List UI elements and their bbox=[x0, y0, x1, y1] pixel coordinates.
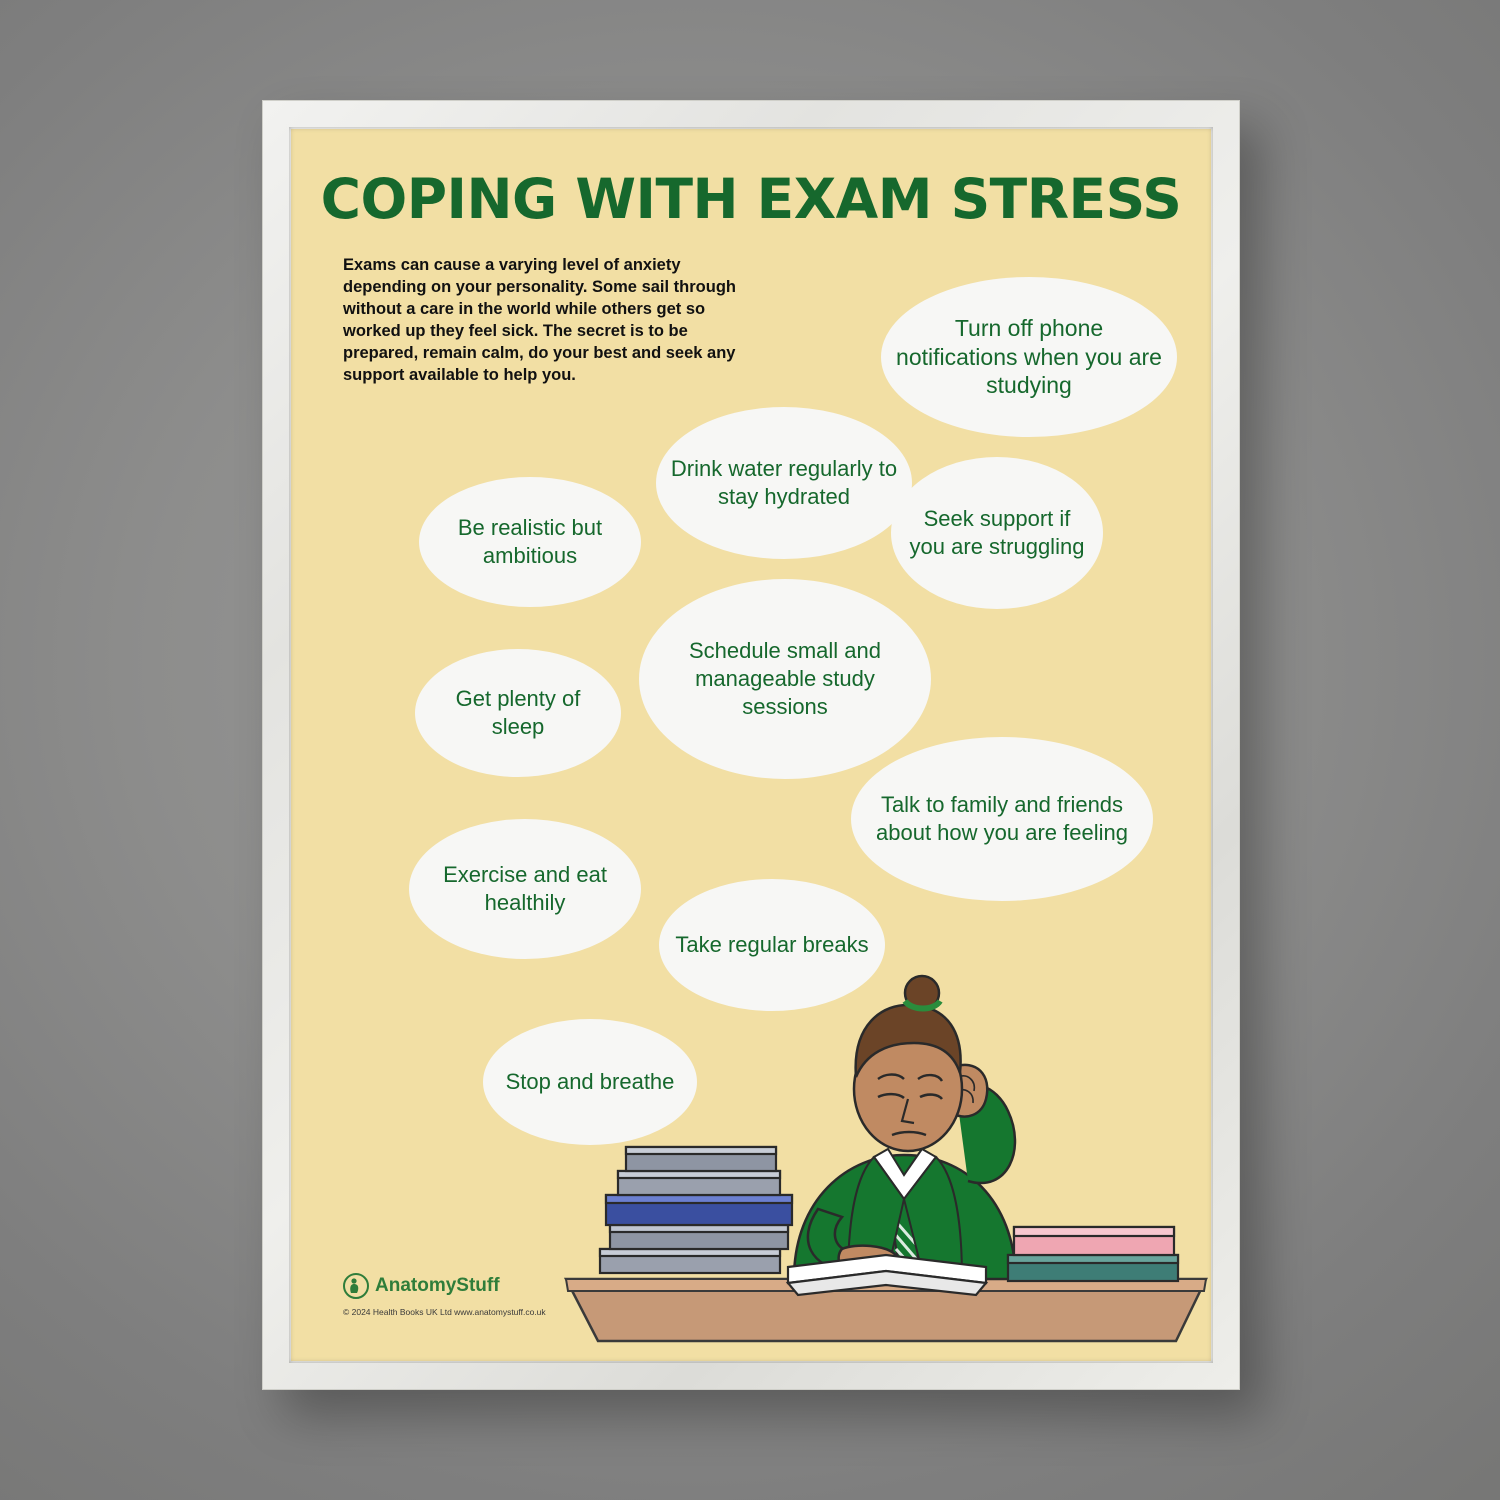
tip-bubble-get-sleep bbox=[415, 649, 621, 777]
tip-text: Be realistic but ambitious bbox=[457, 515, 603, 568]
student-illustration bbox=[556, 949, 1211, 1349]
copyright-text: © 2024 Health Books UK Ltd www.anatomystuff.co.uk bbox=[343, 1307, 546, 1317]
tip-bubble-seek-support bbox=[891, 457, 1103, 609]
poster bbox=[291, 129, 1211, 1361]
tip-text: Drink water regularly to stay hydrated bbox=[670, 456, 898, 509]
tip-text: Take regular breaks bbox=[675, 932, 869, 958]
tip-text: Turn off phone notifications when you are studying bbox=[896, 314, 1162, 399]
tip-bubble-schedule-sessions bbox=[639, 579, 931, 779]
intro-paragraph: Exams can cause a varying level of anxiety depending on your personality. Some sail through without a care in the world while others get so worked up they feel sick. The secret is to be prepared, remain calm, do your best and seek any support available to help you. bbox=[343, 256, 736, 384]
tip-text: Exercise and eat healthily bbox=[443, 862, 607, 915]
brand-name: AnatomyStuff bbox=[375, 1275, 500, 1296]
brand-logo bbox=[343, 1273, 500, 1299]
picture-frame bbox=[262, 100, 1240, 1390]
tip-text: Seek support if you are struggling bbox=[909, 506, 1085, 559]
anatomystuff-logo-icon bbox=[343, 1273, 369, 1299]
tip-bubble-drink-water bbox=[656, 407, 912, 559]
tip-bubble-talk-to-family bbox=[851, 737, 1153, 901]
tip-text: Stop and breathe bbox=[505, 1069, 675, 1095]
tip-text: Schedule small and manageable study sessions bbox=[688, 638, 881, 719]
tip-bubble-be-realistic bbox=[419, 477, 641, 607]
page-title: COPING WITH EXAM STRESS bbox=[320, 167, 1182, 231]
tip-bubble-turn-off-phone bbox=[881, 277, 1177, 437]
tip-text: Talk to family and friends about how you are feeling bbox=[876, 792, 1128, 845]
tip-text: Get plenty of sleep bbox=[455, 686, 581, 739]
tip-bubble-exercise-eat bbox=[409, 819, 641, 959]
